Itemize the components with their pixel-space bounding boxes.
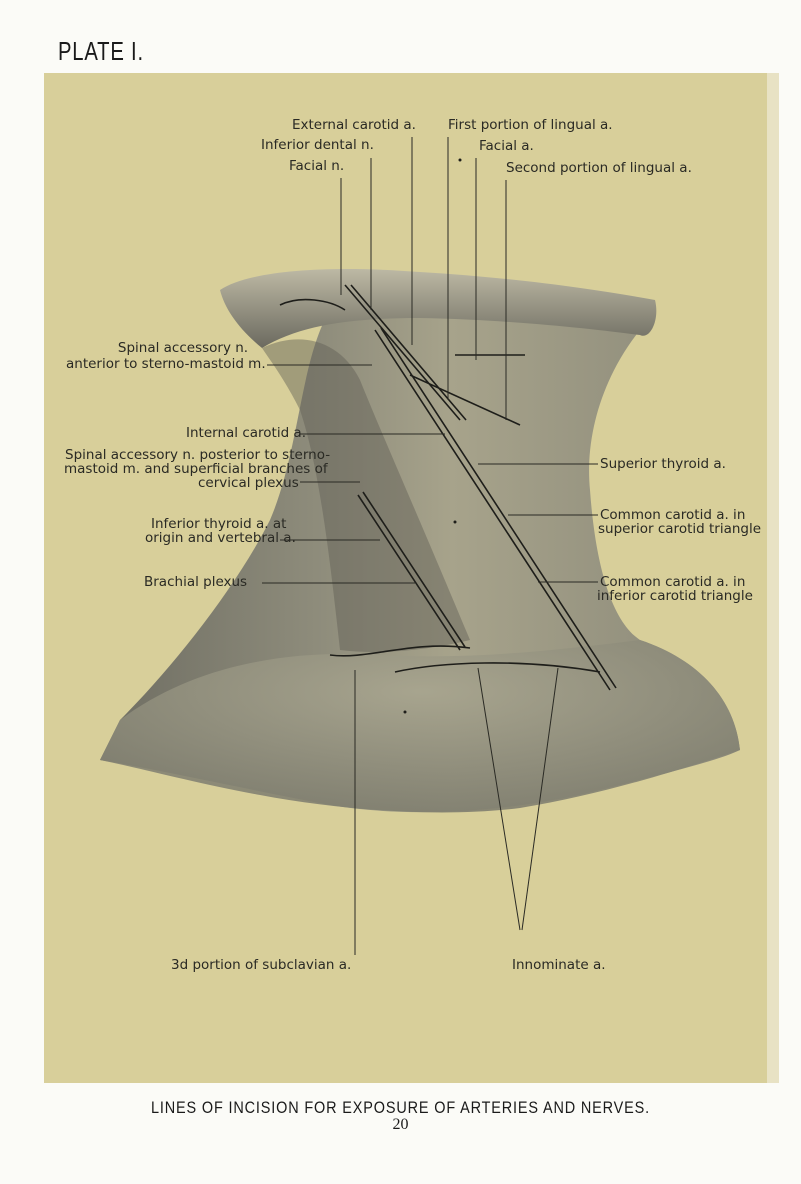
label-cc-sup-1: Common carotid a. in xyxy=(600,507,746,523)
label-first-lingual: First portion of lingual a. xyxy=(448,117,613,133)
label-subclavian: 3d portion of subclavian a. xyxy=(171,957,352,973)
label-spinal-acc-post-1: Spinal accessory n. posterior to sterno- xyxy=(65,447,331,463)
label-spinal-acc-ant-1: Spinal accessory n. xyxy=(117,340,249,356)
label-cc-inf-1: Common carotid a. in xyxy=(600,574,746,590)
label-cc-sup-2: superior carotid triangle xyxy=(598,521,762,537)
label-external-carotid: External carotid a. xyxy=(292,117,416,133)
label-spinal-acc-post-2: mastoid m. and superficial branches of xyxy=(64,461,328,477)
label-innominate: Innominate a. xyxy=(512,957,606,973)
page-number: 20 xyxy=(392,1116,409,1133)
label-cc-inf-2: inferior carotid triangle xyxy=(597,588,753,604)
label-superior-thyroid: Superior thyroid a. xyxy=(600,456,726,472)
label-inf-thyroid-1: Inferior thyroid a. at xyxy=(151,516,287,532)
label-facial-n: Facial n. xyxy=(289,158,345,174)
label-brachial-plexus: Brachial plexus xyxy=(144,574,248,590)
label-inf-thyroid-2: origin and vertebral a. xyxy=(145,530,296,546)
plate-caption: LINES OF INCISION FOR EXPOSURE OF ARTERIES AND NERVES. xyxy=(150,1098,651,1117)
label-spinal-acc-post-3: cervical plexus xyxy=(198,475,299,491)
label-spinal-acc-ant-2: anterior to sterno-mastoid m. xyxy=(66,356,266,372)
label-internal-carotid: Internal carotid a. xyxy=(186,425,306,441)
label-facial-a: Facial a. xyxy=(479,138,534,154)
label-second-lingual: Second portion of lingual a. xyxy=(506,160,692,176)
plate-title: PLATE I. xyxy=(58,36,144,66)
label-inferior-dental: Inferior dental n. xyxy=(261,137,374,153)
